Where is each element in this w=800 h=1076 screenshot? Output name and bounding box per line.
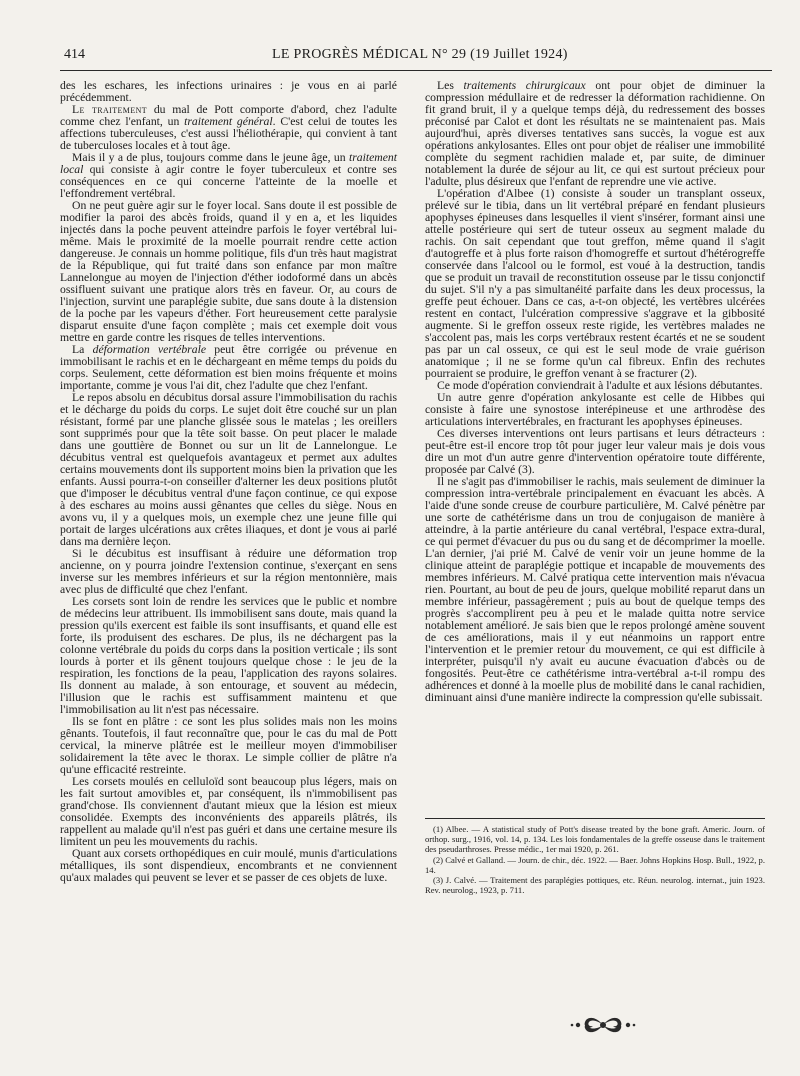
right-column bbox=[425, 80, 765, 704]
footnotes bbox=[425, 824, 765, 895]
footnote: (1) Albee. — A statistical study of Pott's disease treated by the bone graft. Americ. Journ. of orthop. surg., 1916, vol. 14, p. 134. Les lois fondamentales de la greffe osseuse dans le traitement des pseudarthroses. Presse médic., 1er mai 1920, p. 261. bbox=[425, 824, 765, 855]
italic-term: traitement local bbox=[60, 151, 397, 176]
paragraph bbox=[60, 776, 397, 848]
paragraph-text: Si le décubitus est insuffisant à réduire une déformation trop ancienne, on y pourra joindre l'extension continue, s'exerçant en sens inverse sur les membres inférieurs et sur la région mentonnière, mais avec plus de difficulté que chez l'enfant. bbox=[60, 547, 397, 596]
paragraph-text: Le repos absolu en décubitus dorsal assure l'immobilisation du rachis et le décharge du poids du corps. Le sujet doit être couché sur un plan résistant, formé par une planche glissée sous le matelas ; les oreillers sont supprimés pour que la tête soit basse. On peut placer le malade dans une gouttière de Bonnet ou sur un lit de Lannelongue. Le décubitus ventral est quelquefois avantageux et permet aux adultes certains mouvements dont ils supportent moins bien la privation que les enfants. Aussi pourra-t-on conseiller d'alterner les deux positions plutôt que d'imposer le décubitus ventral d'une façon continue, ce qui expose à des eschares au moins aussi gênantes que celles du siège. Nous en avons vu, il y a quelques mois, un exemple chez une jeune fille qui portait de larges ulcérations aux crêtes iliaques, et dont je vous ai parlé dans ma dernière leçon. bbox=[60, 391, 397, 548]
paragraph-text: qui consiste à agir contre le foyer tuberculeux et contre ses conséquences en ce qui concerne l'atteinte de la moelle et l'effondrement vertébral. bbox=[60, 163, 397, 200]
paragraph-text: Quant aux corsets orthopédiques en cuir moulé, munis d'articulations métalliques, ils sont dispendieux, encombrants et ne conviennent qu'aux malades qui peuvent se lever et se passer de ces objets de luxe. bbox=[60, 847, 397, 884]
paragraph bbox=[425, 476, 765, 704]
paragraph-text: . C'est celui de toutes les affections tuberculeuses, c'est aussi l'héliothérapie, qui convient à tant de tuberculoses locales et à tout âge. bbox=[60, 115, 397, 152]
paragraph-text: ont pour objet de diminuer la compression médullaire et de redresser la déformation rachidienne. On fit grand bruit, il y a quelque temps déjà, du redressement des bosses préconisé par Calot et dont les résultats ne se maintenaient pas. Mais aujourd'hui, après diverses tentatives sans succès, la vogue est aux opérations ankylosantes. Elles ont pour objet de réaliser une immobilité complète du segment rachidien malade et, par suite, de diminuer notablement la durée de séjour au lit, ce qui est surtout précieux pour l'adulte, plus désireux que l'enfant de reprendre une vie active. bbox=[425, 79, 766, 188]
paragraph bbox=[425, 428, 765, 476]
header-rule bbox=[60, 70, 772, 71]
paragraph-text: Un autre genre d'opération ankylosante est celle de Hibbes qui consiste à faire une synostose interépineuse et une arthrodèse des articulations intervertébrales, en fracturant les apophyses épineuses. bbox=[425, 391, 765, 428]
italic-term: déformation vertébrale bbox=[92, 343, 207, 356]
paragraph-text: Il ne s'agit pas d'immobiliser le rachis, mais seulement de diminuer la compression intra-vertébrale principalement en évacuant les abcès. A l'aide d'une sonde creuse de courbure particulière, M. Calvé pénètre par une sorte de cathétérisme dans un trou de conjugaison de manière à atteindre, à la partie antérieure du canal vertébral, l'espace extra-dural, ce qui permet d'évacuer du pus ou du sang et de décomprimer la moelle. L'an dernier, j'ai prié M. Calvé de venir voir un jeune homme de la clinique atteint de paraplégie pottique et incapable de mouvements des membres inférieurs. M. Calvé pratiqua cette intervention mais n'évacua rien. Pourtant, au bout de peu de jours, quelque mobilité reparut dans un membre inférieur, passagèrement ; puis au bout de quelque temps des progrès s'accomplirent peu à peu et le malade quitta notre service notablement amélioré. Je sais bien que le repos prolongé amène souvent de ces améliorations, mais il y eut néanmoins un rapport entre l'intervention et le premier retour du mouvement, ce qui est difficile à interpréter, puisqu'il n'y avait eu aucune évacuation d'abcès ou de fongosités. Peut-être ce cathétérisme intra-vertébral a-t-il rompu des adhérences et donné à la moelle plus de mobilité dans le canal rachidien, diminuant ainsi d'une manière indirecte la compression qu'elle subissait. bbox=[425, 475, 765, 704]
fleuron-ornament-icon bbox=[568, 1013, 638, 1037]
footnote-rule bbox=[425, 818, 765, 819]
paragraph-text: Les corsets moulés en celluloïd sont beaucoup plus légers, mais on les fait surtout amovibles et, par conséquent, ils n'immobilisent pas grand'chose. Ils conviennent d'autant mieux que la lésion est mieux consolidée. Exempts des inconvénients des appareils plâtrés, ils rappellent au malade qu'il n'est pas guéri et dans une certaine mesure ils limitent un peu les mouvements du rachis. bbox=[60, 775, 397, 848]
paragraph bbox=[60, 104, 397, 152]
paragraph-text: Les corsets sont loin de rendre les services que le public et nombre de médecins leur attribuent. Ils immobilisent sans doute, mais quand la pression qu'ils exercent est faible ils sont insuffisants, et quand elle est forte, ils produisent des eschares. De plus, ils ne déchargent pas la colonne vertébrale du poids du corps dans la position verticale ; ils sont lourds à porter et ils gênent toujours quelque chose : le jeu de la respiration, les fonctions de la peau, l'application des rayons solaires. Ils donnent au malade, à son entourage, et souvent au médecin, l'illusion que le rachis est suffisamment maintenu et que l'immobilisation au lit n'est pas nécessaire. bbox=[60, 595, 397, 716]
italic-term: traitements chirurgicaux bbox=[463, 79, 586, 92]
paragraph-text: Mais il y a de plus, toujours comme dans le jeune âge, un bbox=[72, 151, 349, 164]
italic-term: traitement général bbox=[184, 115, 273, 128]
paragraph-text: du mal de Pott comporte d'abord, chez l'adulte comme chez l'enfant, un bbox=[60, 103, 397, 128]
left-column bbox=[60, 80, 397, 884]
paragraph bbox=[60, 848, 397, 884]
paragraph-text: La bbox=[72, 343, 93, 356]
paragraph bbox=[60, 392, 397, 548]
paragraph-text: L'opération d'Albee (1) consiste à souder un transplant osseux, prélevé sur le tibia, dans un lit vertébral préparé en fendant plusieurs apophyses épineuses dans lesquelles il vient s'insérer, formant ainsi une attelle postérieure qui sert de tuteur osseux au segment malade du rachis. On sait cependant que tout greffon, même quand il s'agit d'autogreffe et à plus forte raison d'homogreffe et surtout d'hétérogreffe conservée dans l'alcool ou le formol, est voué à la destruction, tandis que se produit un travail de reconstitution osseuse par le tissu conjonctif du sujet. S'il n'y a pas simultanéité parfaite dans les deux processus, la greffe peut échouer. Dans ce cas, a-t-on objecté, les vertèbres ulcérées restent en contact, l'ulcération compressive s'aggrave et la gibbosité augmente. Si le greffon osseux reste rigide, les vertèbres malades ne s'accolent pas, mais les corps vertébraux restent écartés et ne se soudent pas par un cal osseux, ce qui est le seul mode de vraie guérison anatomique ; il ne se forme qu'un cal fibreux. Enfin des rechutes pourraient se produire, le greffon venant à se fracturer (2). bbox=[425, 187, 765, 380]
paragraph-text: Ces diverses interventions ont leurs partisans et leurs détracteurs : peut-être est-il encore trop tôt pour juger leur valeur mais je dois vous dire un mot d'un autre genre d'intervention opératoire toute différente, proposée par Calvé (3). bbox=[425, 427, 765, 476]
paragraph-text: Les bbox=[437, 79, 464, 92]
paragraph bbox=[425, 188, 765, 380]
page-number: 414 bbox=[64, 47, 85, 62]
paragraph-text: des les eschares, les infections urinaires : je vous en ai parlé précédemment. bbox=[60, 79, 397, 104]
paragraph bbox=[60, 152, 397, 200]
paragraph bbox=[425, 392, 765, 428]
paragraph bbox=[425, 80, 765, 188]
small-caps-lead: Le traitement bbox=[72, 103, 148, 116]
footnote: (3) J. Calvé. — Traitement des paraplégies pottiques, etc. Réun. neurolog. internat., juin 1923. Rev. neurolog., 1923, p. 711. bbox=[425, 875, 765, 896]
paragraph-text: Ils se font en plâtre : ce sont les plus solides mais non les moins gênants. Toutefois, il faut reconnaître que, pour le cas du mal de Pott cervical, la minerve plâtrée est le meilleur moyen d'immobiliser solidairement la tête avec le thorax. Le simple collier de plâtre n'a qu'une efficacité restreinte. bbox=[60, 715, 397, 776]
paragraph-text: Ce mode d'opération conviendrait à l'adulte et aux lésions débutantes. bbox=[437, 379, 763, 392]
paragraph bbox=[60, 344, 397, 392]
page-header bbox=[64, 47, 764, 69]
running-title: LE PROGRÈS MÉDICAL N° 29 (19 Juillet 1924) bbox=[272, 47, 568, 62]
paragraph-text: peut être corrigée ou prévenue en immobilisant le rachis et en le déchargeant en même temps du poids du corps. Seulement, cette déformation est bien moins fréquente et moins importante, comme je vous l'ai dit, chez l'adulte que chez l'enfant. bbox=[60, 343, 398, 392]
paragraph bbox=[60, 716, 397, 776]
footnote: (2) Calvé et Galland. — Journ. de chir., déc. 1922. — Baer. Johns Hopkins Hosp. Bull., 1922, p. 14. bbox=[425, 854, 765, 875]
paragraph bbox=[60, 200, 397, 344]
paragraph bbox=[60, 548, 397, 596]
paragraph-text: On ne peut guère agir sur le foyer local. Sans doute il est possible de modifier la paroi des abcès froids, quand il y en a, et les liquides injectés dans la poche peuvent atteindre parfois le foyer vertébral lui-même. Mais le proximité de la moelle pourrait rendre cette action dangereuse. Je connais un homme politique, fils d'un très haut magistrat de la République, qui fut traité dans son enfance par mon maître Lannelongue au moyen de l'injection d'éther iodoformé dans un abcès ossifluent suivant une pratique alors très en faveur. Or, au cours de l'injection, survint une paraplégie subite, due sans doute à la distension de la poche par les vapeurs d'éther. Fort heureusement cette paralysie disparut ensuite d'une façon complète ; mais cet exemple doit vous mettre en garde contre les risques de telles interventions. bbox=[60, 199, 397, 344]
paragraph bbox=[60, 596, 397, 716]
paragraph bbox=[60, 80, 397, 104]
